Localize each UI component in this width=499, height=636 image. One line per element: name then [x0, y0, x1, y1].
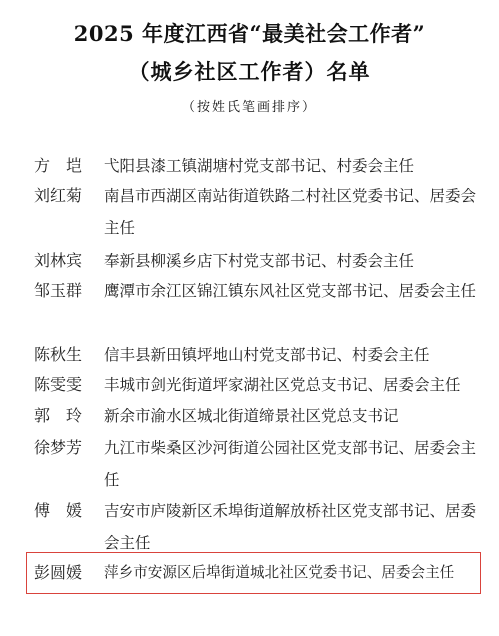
document-title-line-1: 2025 年度江西省“最美社会工作者”: [73, 21, 426, 46]
entry-name: 陈雯雯: [34, 375, 83, 394]
entry-description: 九江市柴桑区沙河街道公园社区党支部书记、居委会主任: [104, 439, 477, 489]
entry-name: 郭 玲: [34, 406, 83, 425]
entry-description: 丰城市剑光街道坪家湖社区党总支书记、居委会主任: [104, 376, 461, 394]
entry-description: 信丰县新田镇坪地山村党支部书记、村委会主任: [104, 346, 430, 364]
entry-description: 新余市渝水区城北街道缔景社区党总支书记: [104, 407, 399, 425]
entry-name: 刘林宾: [34, 251, 83, 270]
document-title-line-2: （城乡社区工作者）名单: [128, 59, 371, 84]
highlight-box: [26, 552, 481, 594]
entry-name: 邹玉群: [34, 281, 83, 300]
entry-name: 徐梦芳: [34, 438, 83, 457]
entry-description: 吉安市庐陵新区禾埠街道解放桥社区党支部书记、居委会主任: [104, 502, 477, 552]
entry-description: 南昌市西湖区南站街道铁路二村社区党委书记、居委会主任: [104, 187, 477, 237]
entry-name: 彭圆媛: [34, 563, 83, 582]
entry-name: 刘红菊: [34, 186, 83, 205]
entry-name: 傅 媛: [34, 501, 83, 520]
document-subtitle: （按姓氏笔画排序）: [181, 100, 317, 115]
entry-name: 方 垲: [34, 156, 83, 175]
entry-description: 鹰潭市余江区锦江镇东风社区党支部书记、居委会主任: [104, 282, 477, 300]
entry-name: 陈秋生: [34, 345, 83, 364]
entry-description: 萍乡市安源区后埠街道城北社区党委书记、居委会主任: [104, 564, 455, 581]
entry-description: 奉新县柳溪乡店下村党支部书记、村委会主任: [104, 252, 415, 270]
entry-description: 弋阳县漆工镇湖塘村党支部书记、村委会主任: [104, 157, 415, 175]
